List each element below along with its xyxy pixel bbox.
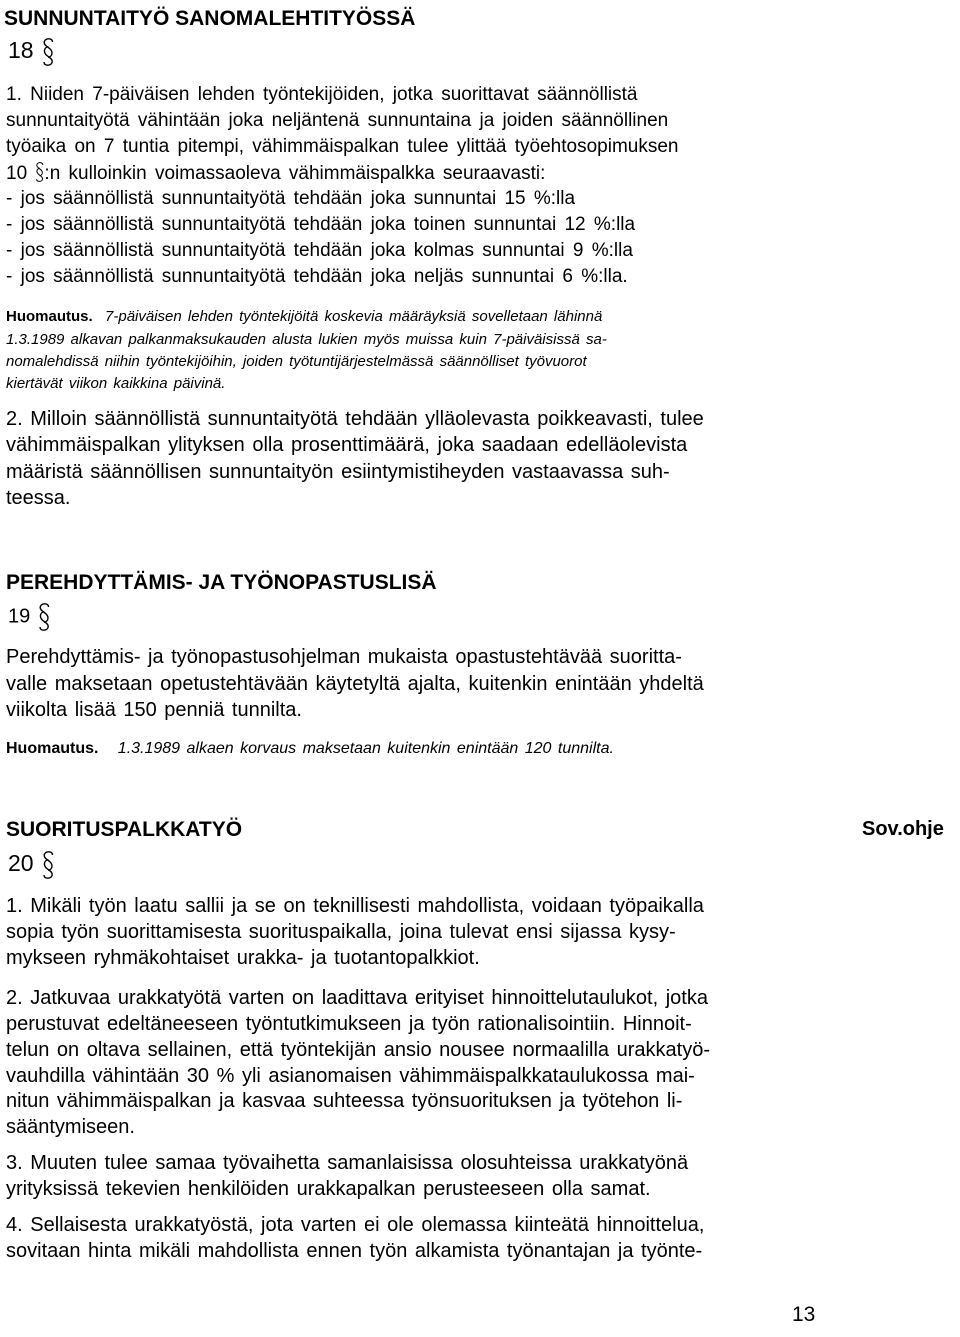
paragraph-line: sääntymiseen. xyxy=(6,1116,135,1138)
section-heading-sunnuntaityo: SUNNUNTAITYÖ SANOMALEHTITYÖSSÄ xyxy=(4,7,416,30)
list-item: - jos säännöllistä sunnuntaityötä tehdään joka neljäs sunnuntai 6 %:lla. xyxy=(6,266,628,287)
paragraph-line: 3. Muuten tulee samaa työvaihetta samanlaisissa olosuhteissa urakkatyönä xyxy=(6,1152,689,1174)
note-label: Huomautus. xyxy=(6,740,99,757)
paragraph-line xyxy=(6,162,545,185)
line-prefix: 10 xyxy=(6,163,36,184)
paragraph-line: 2. Milloin säännöllistä sunnuntaityötä tehdään ylläolevasta poikkeavasti, tulee xyxy=(6,408,704,430)
section-number-20 xyxy=(8,850,54,879)
paragraph-line: valle maksetaan opetustehtävään käytetyltä ajalta, kuitenkin enintään yhdeltä xyxy=(6,673,704,695)
paragraph-line: sunnuntaityötä vähintään joka neljäntenä sunnuntaina ja joiden säännöllinen xyxy=(6,110,669,131)
paragraph-line: viikolta lisää 150 penniä tunnilta. xyxy=(6,699,302,721)
line-rest: :n kulloinkin voimassaoleva vähimmäispalkka seuraavasti: xyxy=(44,163,546,184)
paragraph-line: työaika on 7 tuntia pitempi, vähimmäispalkan tulee ylittää työehtosopimuksen xyxy=(6,136,679,157)
section-heading-perehdyttamislisa: PEREHDYTTÄMIS- JA TYÖNOPASTUSLISÄ xyxy=(6,571,437,594)
section-sign-icon xyxy=(42,851,54,879)
list-item: - jos säännöllistä sunnuntaityötä tehdään joka kolmas sunnuntai 9 %:lla xyxy=(6,240,633,261)
paragraph-line: vähimmäispalkan ylityksen olla prosenttimäärä, joka saadaan edelläolevista xyxy=(6,434,688,456)
section-sign-icon xyxy=(42,38,54,66)
list-item: - jos säännöllistä sunnuntaityötä tehdään joka toinen sunnuntai 12 %:lla xyxy=(6,214,636,235)
note-line: kiertävät viikon kaikkina päivinä. xyxy=(6,375,226,392)
side-label: Sov.ohje xyxy=(862,818,944,840)
page-number: 13 xyxy=(792,1303,816,1326)
paragraph-line: 2. Jatkuvaa urakkatyötä varten on laadittava erityiset hinnoittelutaulukot, jotka xyxy=(6,987,708,1009)
note-line xyxy=(6,740,614,758)
paragraph-line: 1. Mikäli työn laatu sallii ja se on teknillisesti mahdollista, voidaan työpaikalla xyxy=(6,895,704,917)
list-item: - jos säännöllistä sunnuntaityötä tehdään joka sunnuntai 15 %:lla xyxy=(6,188,576,209)
section-sign-icon xyxy=(38,603,50,631)
section-number-text: 20 xyxy=(8,850,34,876)
section-heading-suorituspalkkatyo: SUORITUSPALKKATYÖ xyxy=(6,818,243,841)
note-text: 7-päiväisen lehden työntekijöitä koskevia määräyksiä sovelletaan lähinnä xyxy=(105,308,603,325)
note-line: nomalehdissä niihin työntekijöihin, joiden työtuntijärjestelmässä säännölliset työvuorot xyxy=(6,353,587,370)
note-line: 1.3.1989 alkavan palkanmaksukauden alusta lukien myös muissa kuin 7-päiväisissä sa- xyxy=(6,331,607,348)
section-number-19 xyxy=(8,603,50,631)
section-number-text: 19 xyxy=(8,605,31,628)
paragraph-line: 1. Niiden 7-päiväisen lehden työntekijöiden, jotka suorittavat säännöllistä xyxy=(6,84,638,105)
paragraph-line: perustuvat edeltäneeseen työntutkimukseen ja työn rationalisointiin. Hinnoit- xyxy=(6,1013,692,1035)
paragraph-line: nitun vähimmäispalkan ja kasvaa suhteessa työnsuorituksen ja työtehon li- xyxy=(6,1090,683,1112)
note-label: Huomautus. xyxy=(6,308,93,325)
paragraph-line: 4. Sellaisesta urakkatyöstä, jota varten ei ole olemassa kiinteätä hinnoittelua, xyxy=(6,1214,705,1236)
note-text: 1.3.1989 alkaen korvaus maksetaan kuitenkin enintään 120 tunnilta. xyxy=(117,740,614,757)
paragraph-line: määristä säännöllisen sunnuntaityön esiintymistiheyden vastaavassa suh- xyxy=(6,461,670,483)
section-number-text: 18 xyxy=(8,37,34,63)
paragraph-line: telun on oltava sellainen, että työntekijän ansio nousee normaalilla urakkatyö- xyxy=(6,1039,710,1061)
paragraph-line: mykseen ryhmäkohtaiset urakka- ja tuotantopalkkiot. xyxy=(6,947,480,969)
paragraph-line: sovitaan hinta mikäli mahdollista ennen työn alkamista työnantajan ja työnte- xyxy=(6,1240,703,1262)
paragraph-line: vauhdilla vähintään 30 % yli asianomaisen vähimmäispalkkataulukossa mai- xyxy=(6,1065,695,1087)
note-line xyxy=(6,308,602,325)
paragraph-line: Perehdyttämis- ja työnopastusohjelman mukaista opastustehtävää suoritta- xyxy=(6,646,682,668)
section-number-18 xyxy=(8,37,54,66)
paragraph-line: teessa. xyxy=(6,487,71,509)
paragraph-line: yrityksissä tekevien henkilöiden urakkapalkan perusteeseen olla samat. xyxy=(6,1178,651,1200)
paragraph-line: sopia työn suorittamisesta suorituspaikalla, joina tulevat ensi sijassa kysy- xyxy=(6,921,676,943)
